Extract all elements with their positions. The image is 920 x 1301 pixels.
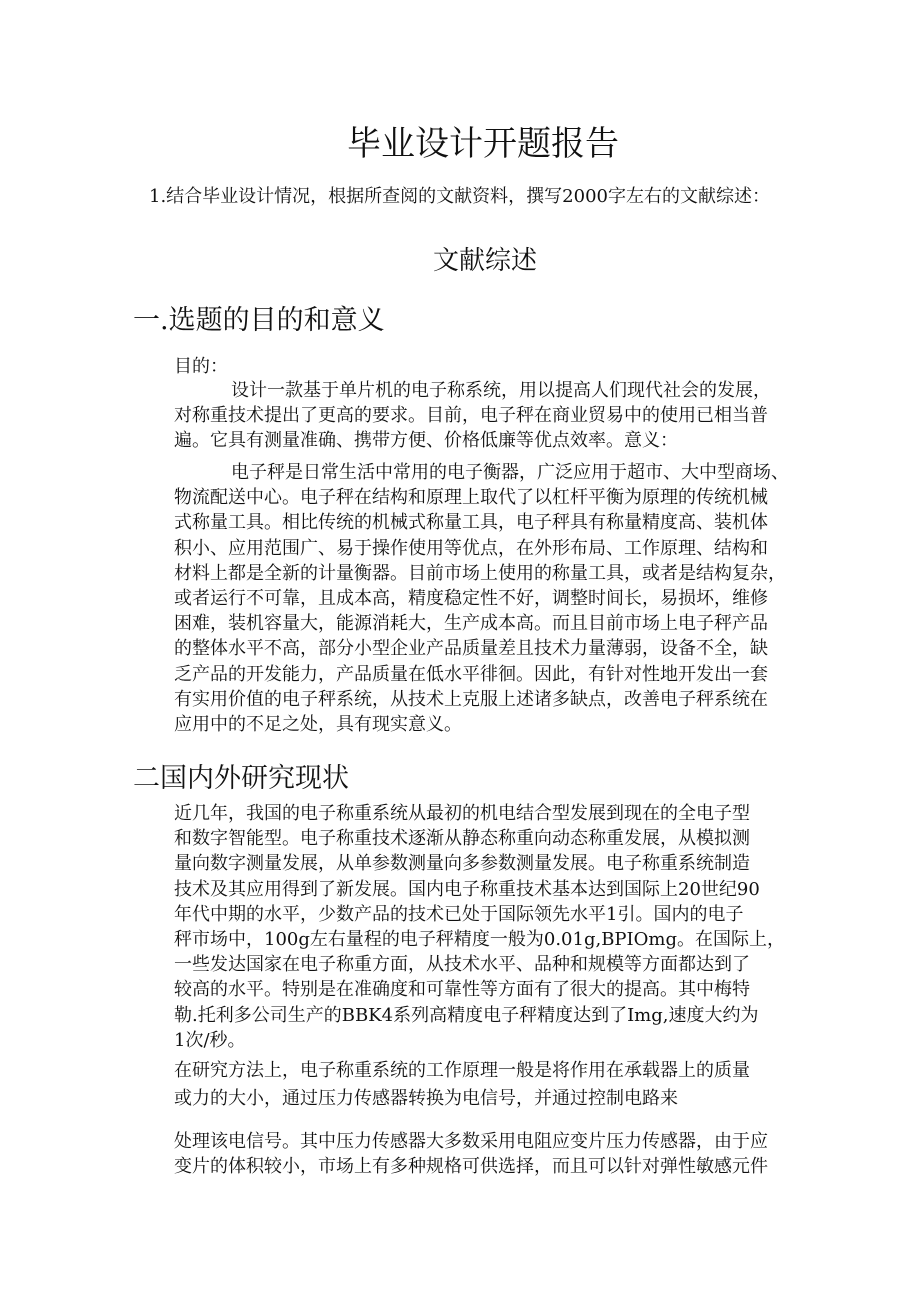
text-line: 材料上都是全新的计量衡器。目前市场上使用的称量工具，或者是结构复杂， <box>174 562 786 584</box>
text-line: 技术及其应用得到了新发展。国内电子称重技术基本达到国际上20世纪90 <box>174 878 760 900</box>
text-line: 近几年，我国的电子称重系统从最初的机电结合型发展到现在的全电子型 <box>174 803 750 824</box>
text-line: 电子秤是日常生活中常用的电子衡器，广泛应用于超市、大中型商场、 <box>231 462 789 483</box>
assignment-instruction: 1.结合毕业设计情况，根据所查阅的文献资料，撰写2000字左右的文献综述： <box>149 186 770 207</box>
text-line: 的整体水平不高，部分小型企业产品质量差且技术力量薄弱，设备不全，缺 <box>174 638 768 660</box>
section-heading-status: 二国内外研究现状 <box>133 763 349 794</box>
text-line: 较高的水平。特别是在准确度和可靠性等方面有了很大的提高。其中梅特 <box>174 979 750 1001</box>
text-line: 设计一款基于单片机的电子称系统，用以提高人们现代社会的发展， <box>231 380 771 401</box>
text-line: 处理该电信号。其中压力传感器大多数采用电阻应变片压力传感器，由于应 <box>174 1131 768 1152</box>
text-line: 困难，装机容量大，能源消耗大，生产成本高。而且目前市场上电子秤产品 <box>174 613 768 635</box>
text-line: 物流配送中心。电子秤在结构和原理上取代了以杠杆平衡为原理的传统机械 <box>174 487 768 509</box>
status-paragraph-3 <box>174 1129 854 1179</box>
status-paragraph-2 <box>174 1057 854 1113</box>
text-line: 和数字智能型。电子称重技术逐渐从静态称重向动态称重发展，从模拟测 <box>174 828 750 850</box>
text-line: 对称重技术提出了更高的要求。目前，电子秤在商业贸易中的使用已相当普 <box>174 405 768 427</box>
text-line: 年代中期的水平，少数产品的技术已处于国际领先水平1引。国内的电子 <box>174 903 744 925</box>
text-line: 应用中的不足之处，具有现实意义。 <box>174 714 462 736</box>
text-line: 有实用价值的电子秤系统，从技术上克服上述诸多缺点，改善电子秤系统在 <box>174 688 768 710</box>
section-heading-purpose: 一.选题的目的和意义 <box>133 305 385 336</box>
text-line: 变片的体积较小，市场上有多种规格可供选择，而且可以针对弹性敏感元件 <box>174 1156 768 1178</box>
purpose-paragraph <box>174 378 854 454</box>
status-paragraph-1 <box>174 801 854 1053</box>
text-line: 积小、应用范围广、易于操作使用等优点，在外形布局、工作原理、结构和 <box>174 537 768 559</box>
section-subtitle: 文献综述 <box>432 246 537 276</box>
text-line: 秤市场中，100g左右量程的电子秤精度一般为0.01g,BPIOmg。在国际上， <box>174 929 785 951</box>
text-line: 1次/秒。 <box>174 1029 246 1051</box>
meaning-paragraph <box>174 460 854 737</box>
text-line: 或者运行不可靠，且成本高，精度稳定性不好，调整时间长，易损坏，维修 <box>174 588 768 610</box>
text-line: 或力的大小，通过压力传感器转换为电信号，并通过控制电路来 <box>174 1088 678 1109</box>
text-line: 一些发达国家在电子称重方面，从技术水平、品种和规模等方面都达到了 <box>174 954 750 976</box>
text-line: 遍。它具有测量准确、携带方便、价格低廉等优点效率。意义： <box>174 430 678 452</box>
purpose-label: 目的： <box>174 356 228 377</box>
text-line: 式称量工具。相比传统的机械式称量工具，电子秤具有称量精度高、装机体 <box>174 512 768 534</box>
text-line: 乏产品的开发能力，产品质量在低水平徘徊。因此，有针对性地开发出一套 <box>174 663 768 685</box>
text-line: 量向数字测量发展，从单参数测量向多参数测量发展。电子称重系统制造 <box>174 853 750 875</box>
text-line: 在研究方法上，电子称重系统的工作原理一般是将作用在承载器上的质量 <box>174 1060 750 1081</box>
text-line: 勒.托利多公司生产的BBK4系列高精度电子秤精度达到了Img,速度大约为 <box>174 1004 759 1026</box>
page-title: 毕业设计开题报告 <box>347 124 619 164</box>
